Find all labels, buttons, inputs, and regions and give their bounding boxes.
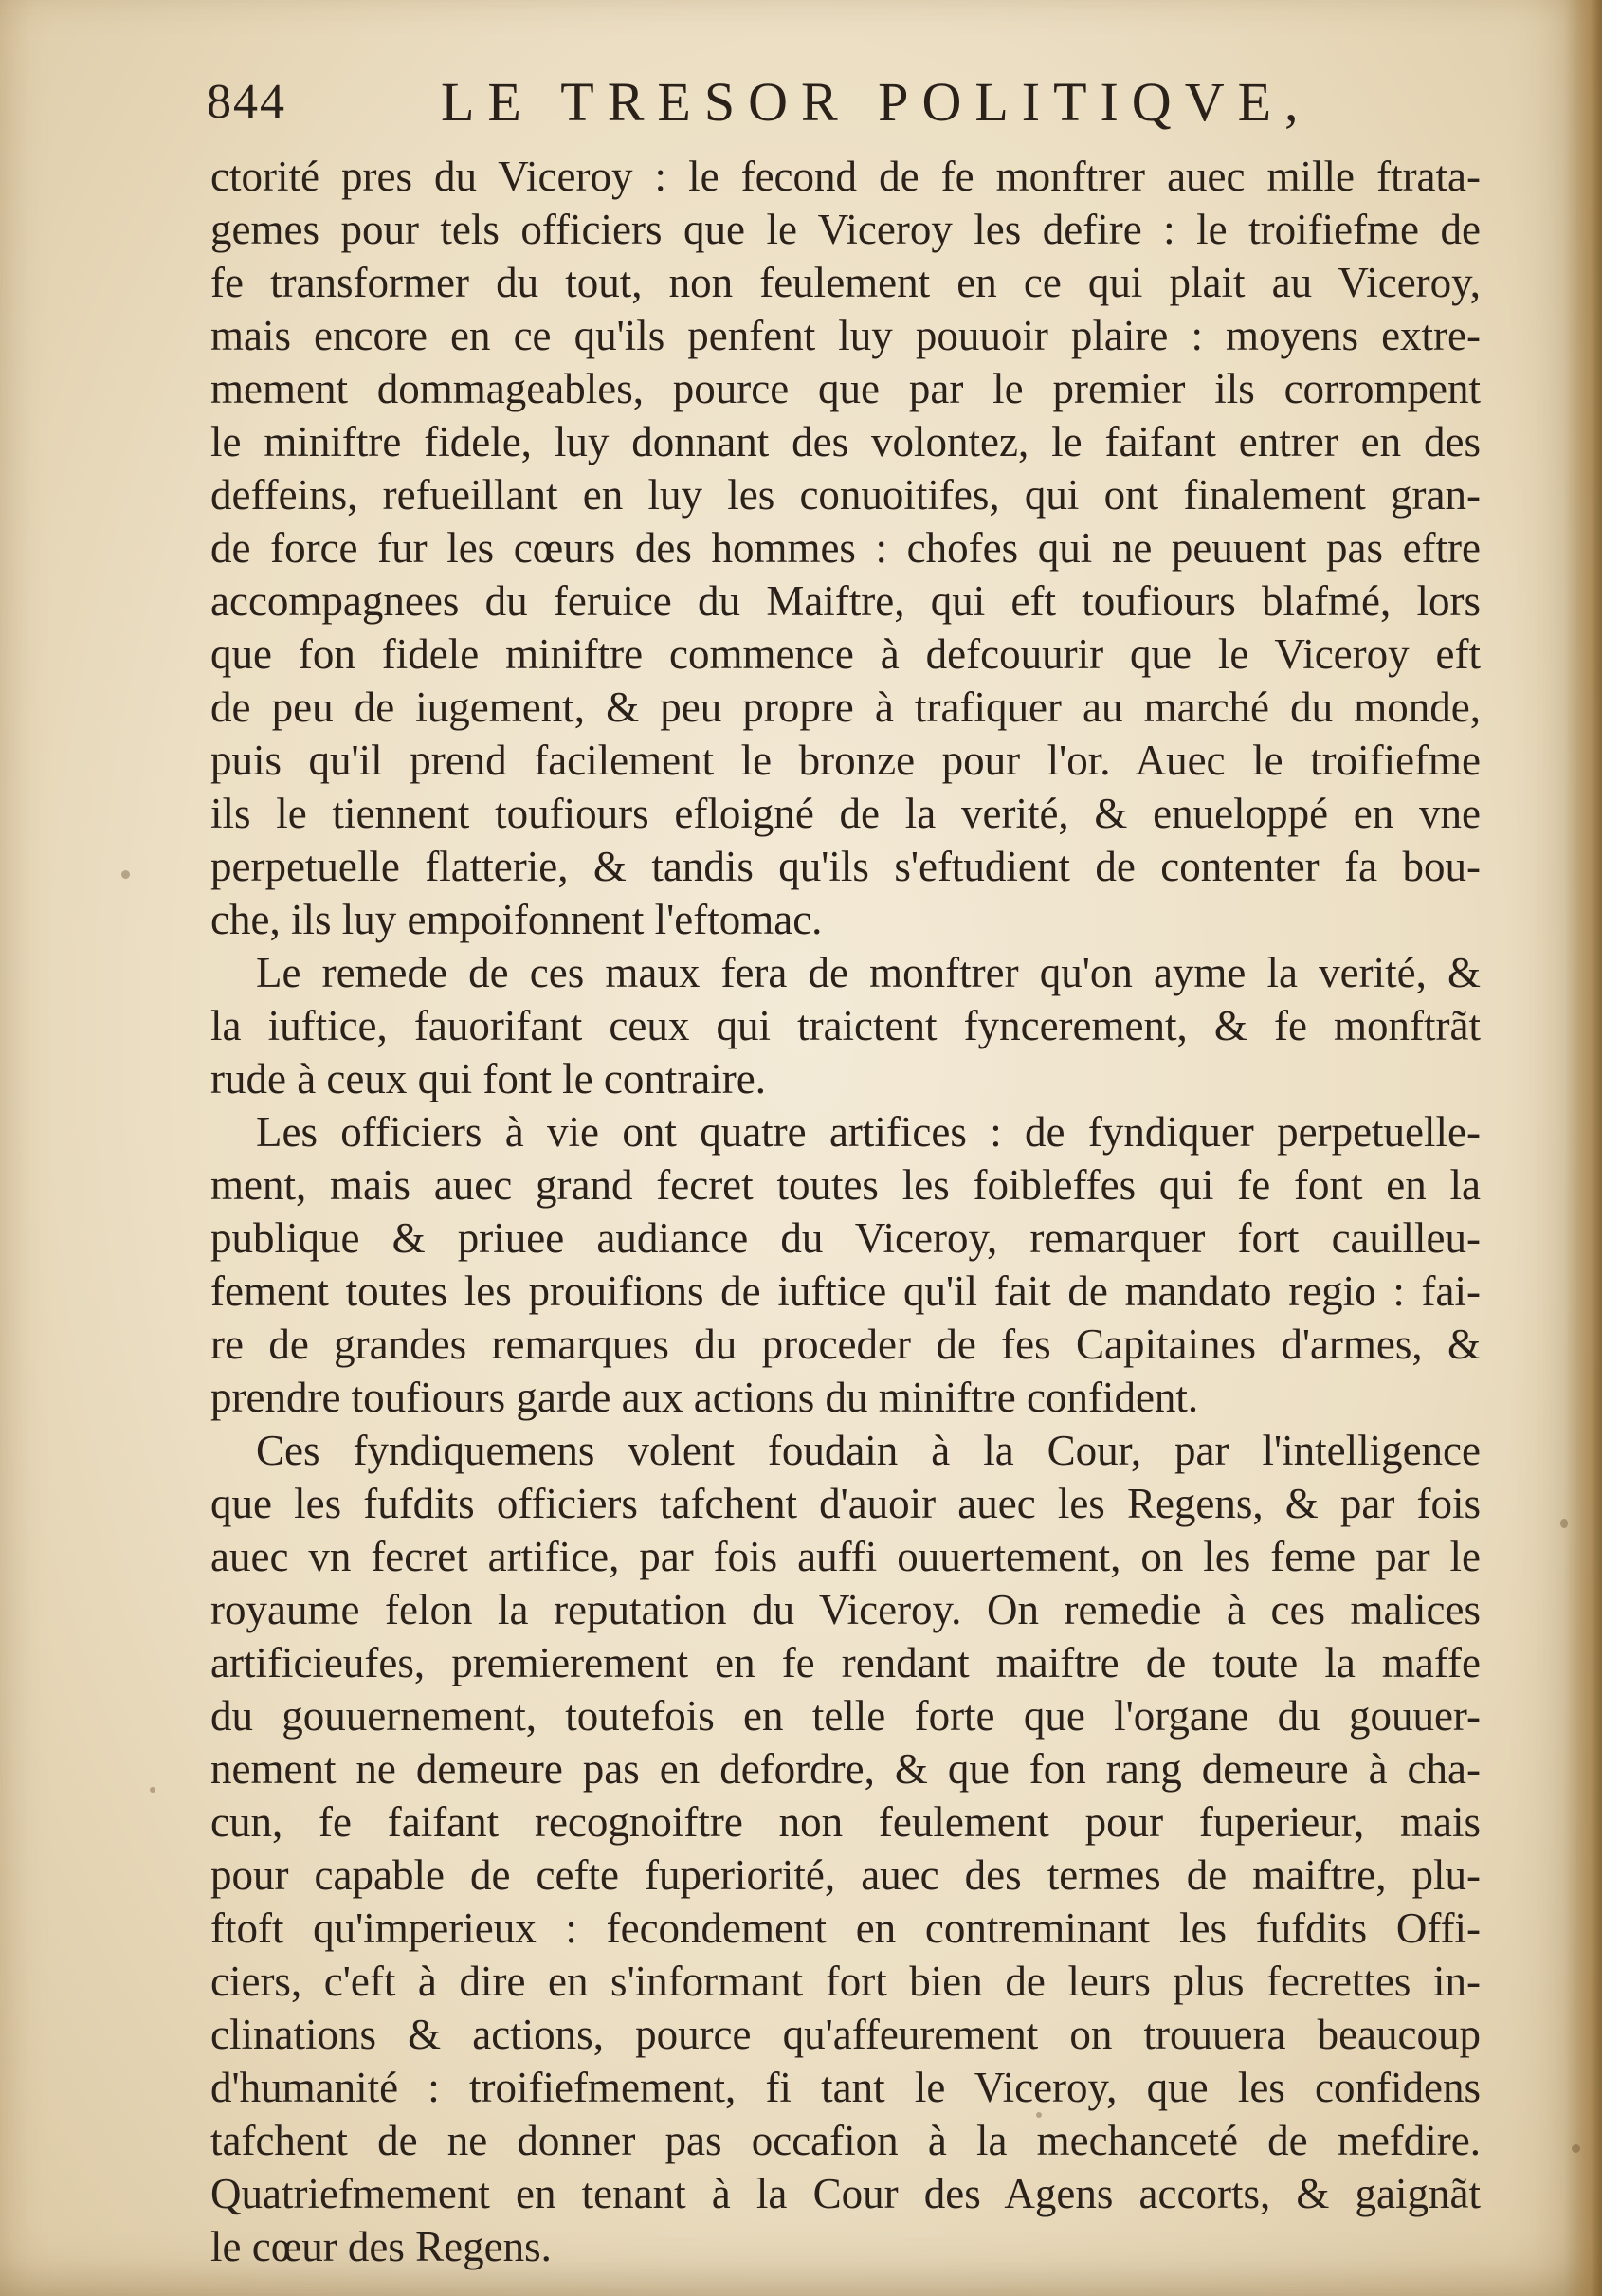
text-line: puis qu'il prend facilement le bronze pour l'or. Auec le troifiefme <box>210 737 1481 784</box>
ink-speck <box>1572 2144 1580 2153</box>
text-line: Quatriefmement en tenant à la Cour des Agens accorts, & gaignãt <box>210 2170 1481 2217</box>
ink-speck <box>1036 2112 1042 2118</box>
text-line: pour capable de cefte fuperiorité, auec des termes de maiftre, plu- <box>210 1851 1481 1899</box>
text-line: cun, fe faifant recognoiftre non feulement pour fuperieur, mais <box>210 1798 1481 1846</box>
text-line: mais encore en ce qu'ils penfent luy pouuoir plaire : moyens extre- <box>210 312 1481 359</box>
text-line: tafchent de ne donner pas occafion à la mechanceté de mefdire. <box>210 2117 1481 2164</box>
text-line: le cœur des Regens. <box>210 2223 552 2270</box>
ink-speck <box>150 1787 155 1793</box>
text-line: artificieufes, premierement en fe rendant maiftre de toute la maffe <box>210 1639 1481 1686</box>
text-line: Ces fyndiquemens volent foudain à la Cour, par l'intelligence <box>256 1427 1481 1474</box>
page-header <box>190 66 1356 152</box>
text-line: gemes pour tels officiers que le Viceroy les defire : le troifiefme de <box>210 206 1481 253</box>
text-line: ciers, c'eft à dire en s'informant fort bien de leurs plus fecrettes in- <box>210 1958 1481 2005</box>
text-line: deffeins, refueillant en luy les conuoitifes, qui ont finalement gran- <box>210 471 1481 519</box>
text-line: perpetuelle flatterie, & tandis qu'ils s'eftudient de contenter fa bou- <box>210 843 1481 890</box>
text-line: fement toutes les prouifions de iuftice qu'il fait de mandato regio : fai- <box>210 1267 1481 1315</box>
text-line: re de grandes remarques du proceder de fes Capitaines d'armes, & <box>210 1321 1481 1368</box>
text-line: que fon fidele miniftre commence à defcouurir que le Viceroy eft <box>210 630 1481 678</box>
text-line: du gouuernement, toutefois en telle forte que l'organe du gouuer- <box>210 1692 1481 1740</box>
text-line: le miniftre fidele, luy donnant des volontez, le faifant entrer en des <box>210 418 1481 465</box>
text-line: ment, mais auec grand fecret toutes les foibleffes qui fe font en la <box>210 1161 1481 1209</box>
page-edge-shadow <box>1564 0 1602 2296</box>
text-line: Les officiers à vie ont quatre artifices : de fyndiquer perpetuelle- <box>256 1108 1481 1156</box>
text-line: Le remede de ces maux fera de monftrer qu'on ayme la verité, & <box>256 949 1481 996</box>
text-line: nement ne demeure pas en defordre, & que fon rang demeure à cha- <box>210 1745 1481 1793</box>
text-line: clinations & actions, pource qu'affeurement on trouuera beaucoup <box>210 2011 1481 2058</box>
text-line: royaume felon la reputation du Viceroy. On remedie à ces malices <box>210 1586 1481 1633</box>
text-line: fe transformer du tout, non feulement en ce qui plait au Viceroy, <box>210 259 1481 306</box>
text-line: publique & priuee audiance du Viceroy, remarquer fort cauilleu- <box>210 1214 1481 1262</box>
ink-speck <box>1560 1519 1568 1528</box>
text-line: accompagnees du feruice du Maiftre, qui eft toufiours blafmé, lors <box>210 577 1481 625</box>
text-line: ftoft qu'imperieux : fecondement en contreminant les fufdits Offi- <box>210 1904 1481 1952</box>
text-line: che, ils luy empoifonnent l'eftomac. <box>210 896 823 943</box>
ink-speck <box>121 870 130 879</box>
text-line: ils le tiennent toufiours efloigné de la verité, & enueloppé en vne <box>210 790 1481 837</box>
page-number: 844 <box>207 75 286 129</box>
text-line: de peu de iugement, & peu propre à trafiquer au marché du monde, <box>210 683 1481 731</box>
text-line: prendre toufiours garde aux actions du miniftre confident. <box>210 1374 1199 1421</box>
text-line: mement dommageables, pource que par le premier ils corrompent <box>210 365 1481 412</box>
text-line: de force fur les cœurs des hommes : chofes qui ne peuuent pas eftre <box>210 524 1481 572</box>
text-line: ctorité pres du Viceroy : le fecond de fe monftrer auec mille ftrata- <box>210 153 1481 200</box>
running-title: LE TRESOR POLITIQVE, <box>441 71 1312 133</box>
text-line: rude à ceux qui font le contraire. <box>210 1055 766 1102</box>
text-line: la iuftice, fauorifant ceux qui traictent fyncerement, & fe monftrãt <box>210 1002 1481 1049</box>
text-line: d'humanité : troifiefmement, fi tant le Viceroy, que les confidens <box>210 2064 1481 2111</box>
text-line: auec vn fecret artifice, par fois auffi ouuertement, on les feme par le <box>210 1533 1481 1580</box>
body-text <box>210 150 1481 2273</box>
text-line: que les fufdits officiers tafchent d'auoir auec les Regens, & par fois <box>210 1480 1481 1527</box>
